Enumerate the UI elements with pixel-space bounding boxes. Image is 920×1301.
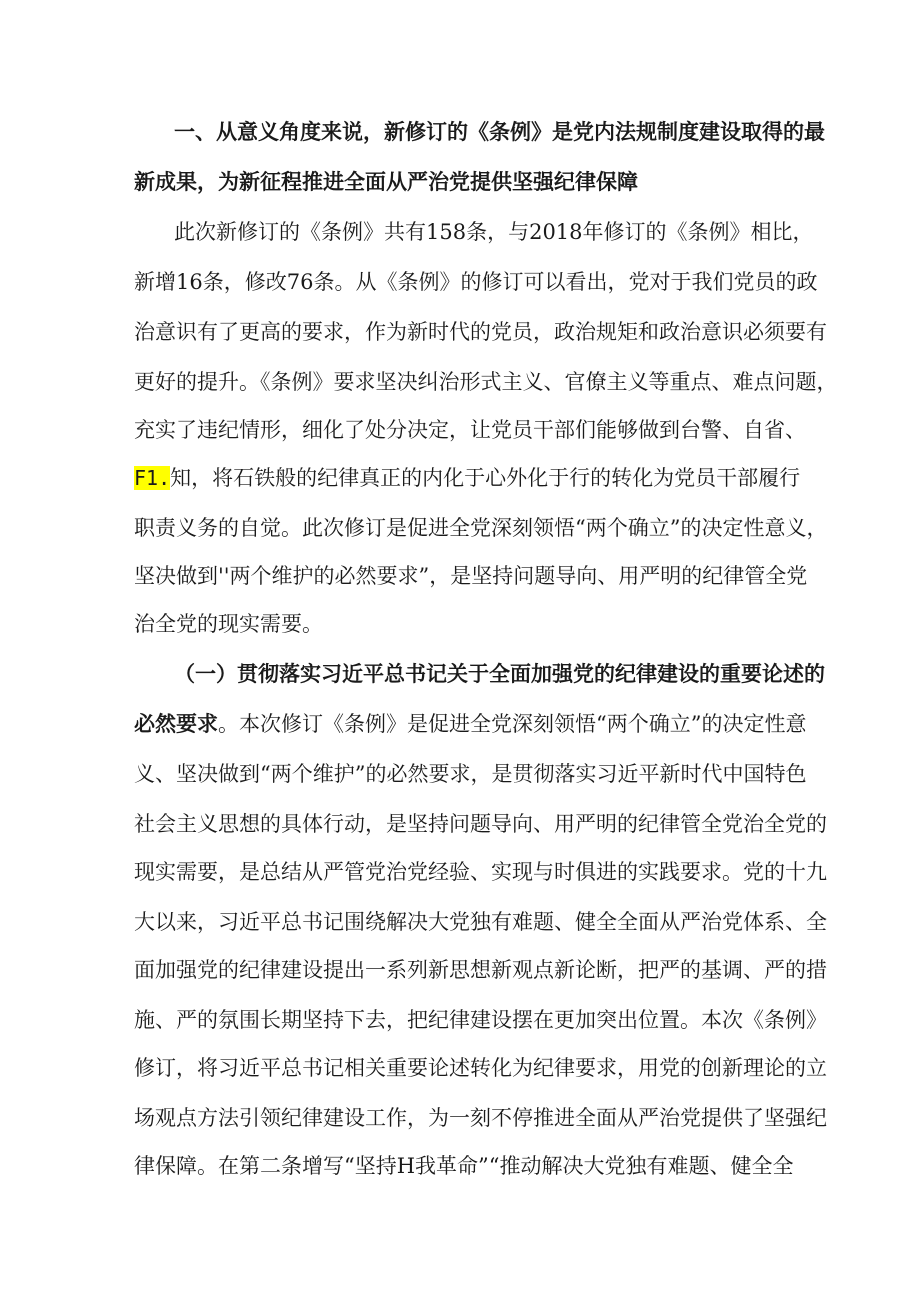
para2-line-5: 现实需要，是总结从严管党治党经验、实现与时俱进的实践要求。党的十九: [134, 860, 827, 884]
para1-line-8: 坚决做到''两个维护的必然要求”，是坚持问题导向、用严明的纪律管全党: [134, 564, 808, 588]
para1-line-6: [134, 458, 800, 498]
section-heading-line-1: 一、从意义角度来说，新修订的《条例》是党内法规制度建设取得的最: [174, 119, 825, 144]
para2-line-10: 场观点方法引领纪律建设工作，为一刻不停推进全面从严治党提供了坚强纪: [134, 1106, 827, 1130]
para2-line-8: 施、严的氛围长期坚持下去，把纪律建设摆在更加突出位置。本次《条例》: [134, 1008, 827, 1032]
section-heading-line-2: 新成果，为新征程推进全面从严治党提供坚强纪律保障: [134, 169, 638, 194]
para1-line-4: 更好的提升。《条例》要求坚决纠治形式主义、官僚主义等重点、难点问题，: [134, 370, 838, 394]
para2-line-9: 修订，将习近平总书记相关重要论述转化为纪律要求，用党的创新理论的立: [134, 1056, 827, 1080]
para2-line-2: [134, 704, 806, 744]
para2-line-4: 社会主义思想的具体行动，是坚持问题导向、用严明的纪律管全党治全党的: [134, 812, 827, 836]
highlighted-text: F1.: [134, 466, 171, 490]
para1-line-3: 治意识有了更高的要求，作为新时代的党员，政治规矩和政治意识必须要有: [134, 320, 827, 344]
para2-line-3: 义、坚决做到“两个维护”的必然要求，是贯彻落实习近平新时代中国特色: [134, 762, 807, 786]
subsection-heading-end: 必然要求: [134, 711, 218, 736]
para1-line-1: 此次新修订的《条例》共有158条，与2018年修订的《条例》相比，: [174, 220, 814, 244]
para2-line-6: 大以来，习近平总书记围绕解决大党独有难题、健全全面从严治党体系、全: [134, 910, 827, 934]
para1-line-9: 治全党的现实需要。: [134, 612, 323, 636]
para2-line-11: 律保障。在第二条增写“坚持H我革命”“推动解决大党独有难题、健全全: [134, 1154, 794, 1178]
para1-line-7: 职责义务的自觉。此次修订是促进全党深刻领悟“两个确立”的决定性意义，: [134, 516, 828, 540]
para1-line-2: 新增16条，修改76条。从《条例》的修订可以看出，党对于我们党员的政: [134, 270, 818, 294]
para2-line-2-text: 。本次修订《条例》是促进全党深刻领悟“两个确立”的决定性意: [218, 712, 807, 736]
para1-line-5: 充实了违纪情形，细化了处分决定，让党员干部们能够做到台警、自省、: [134, 418, 806, 442]
subsection-heading: （一）贯彻落实习近平总书记关于全面加强党的纪律建设的重要论述的: [174, 661, 825, 686]
para2-line-7: 面加强党的纪律建设提出一系列新思想新观点新论断，把严的基调、严的措: [134, 958, 827, 982]
para1-line-6-text: 知，将石铁般的纪律真正的内化于心外化于行的转化为党员干部履行: [170, 466, 801, 490]
